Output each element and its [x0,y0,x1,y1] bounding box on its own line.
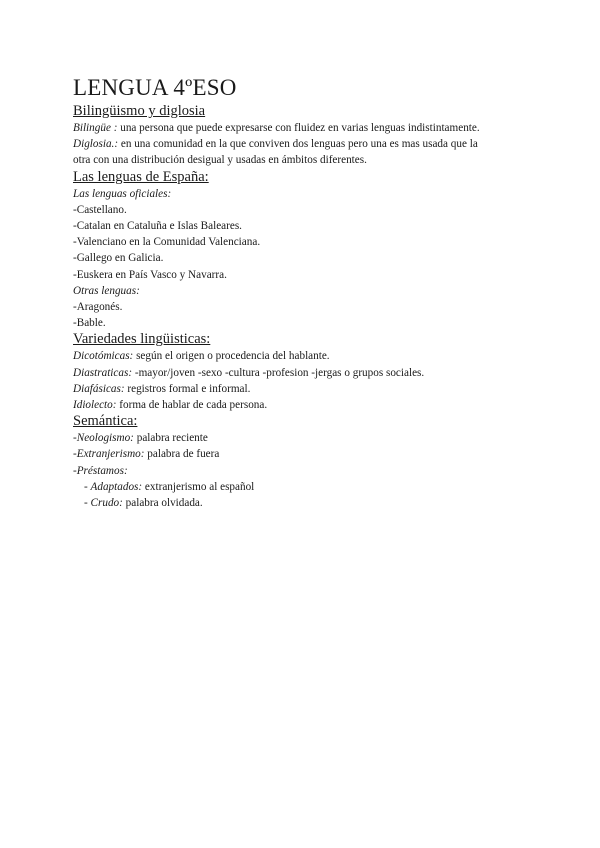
definition-extranjerismo [73,446,540,462]
list-item-oficial: -Catalan en Cataluña e Islas Baleares. [73,220,242,233]
definition-diglosia-cont: otra con una distribución desigual y usadas en ámbitos diferentes. [73,154,367,167]
definition-diastraticas [73,365,540,381]
list-item-oficial: -Gallego en Galicia. [73,252,164,265]
text-idiolecto: forma de hablar de cada persona. [116,399,268,412]
text-diafasicas: registros formal e informal. [124,382,251,395]
text-neologismo: palabra reciente [133,432,208,445]
definition-crudo [73,495,540,511]
term-crudo: Crudo: [90,497,123,510]
prefix-extranjerismo: - [73,448,77,461]
list-item-oficial: -Valenciano en la Comunidad Valenciana. [73,236,261,249]
label-prestamos: -Préstamos: [73,464,128,477]
list-item-oficial: -Castellano. [73,203,127,216]
term-diglosia: Diglosia.: [73,138,119,151]
term-neologismo: Neologismo: [76,432,134,445]
label-otras-lenguas: Otras lenguas: [73,284,140,297]
text-crudo: palabra olvidada. [122,497,203,510]
list-item-oficial: -Euskera en País Vasco y Navarra. [73,268,227,281]
text-adaptados: extranjerismo al español [142,480,255,493]
text-extranjerismo: palabra de fuera [144,448,220,461]
page-title: LENGUA 4ºESO [73,75,237,100]
heading-semantica: Semántica: [73,413,138,430]
definition-neologismo [73,430,540,446]
definition-dicotomicas [73,348,540,364]
term-idiolecto: Idiolecto: [73,399,117,412]
term-diafasicas: Diafásicas: [73,382,125,395]
prefix-neologismo: - [73,432,77,445]
text-dicotomicas: según el origen o procedencia del hablante. [133,350,330,363]
definition-bilingue [73,120,540,136]
term-bilingue: Bilingüe : [73,122,118,134]
term-adaptados: Adaptados: [90,480,143,493]
label-lenguas-oficiales: Las lenguas oficiales: [73,187,172,200]
definition-idiolecto [73,397,540,413]
heading-bilinguismo: Bilingüismo y diglosia [73,103,206,119]
definition-diglosia [73,136,540,152]
list-item-otra: -Aragonés. [73,301,123,314]
term-dicotomicas: Dicotómicas: [73,350,134,363]
text-diastraticas: -mayor/joven -sexo -cultura -profesion -jergas o grupos sociales. [132,366,425,379]
prefix-crudo: - [84,497,91,510]
term-diastraticas: Diastraticas: [73,366,133,379]
heading-variedades: Variedades lingüisticas: [73,331,211,348]
text-diglosia-1: en una comunidad en la que conviven dos lenguas pero una es mas usada que la [118,138,478,151]
list-item-otra: -Bable. [73,317,106,330]
term-extranjerismo: Extranjerismo: [76,448,145,461]
definition-diafasicas [73,381,540,397]
text-bilingue: una persona que puede expresarse con fluidez en varias lenguas indistintamente. [117,122,480,134]
prefix-adaptados: - [84,480,91,493]
definition-adaptados [73,479,540,495]
heading-lenguas: Las lenguas de España: [73,168,209,185]
